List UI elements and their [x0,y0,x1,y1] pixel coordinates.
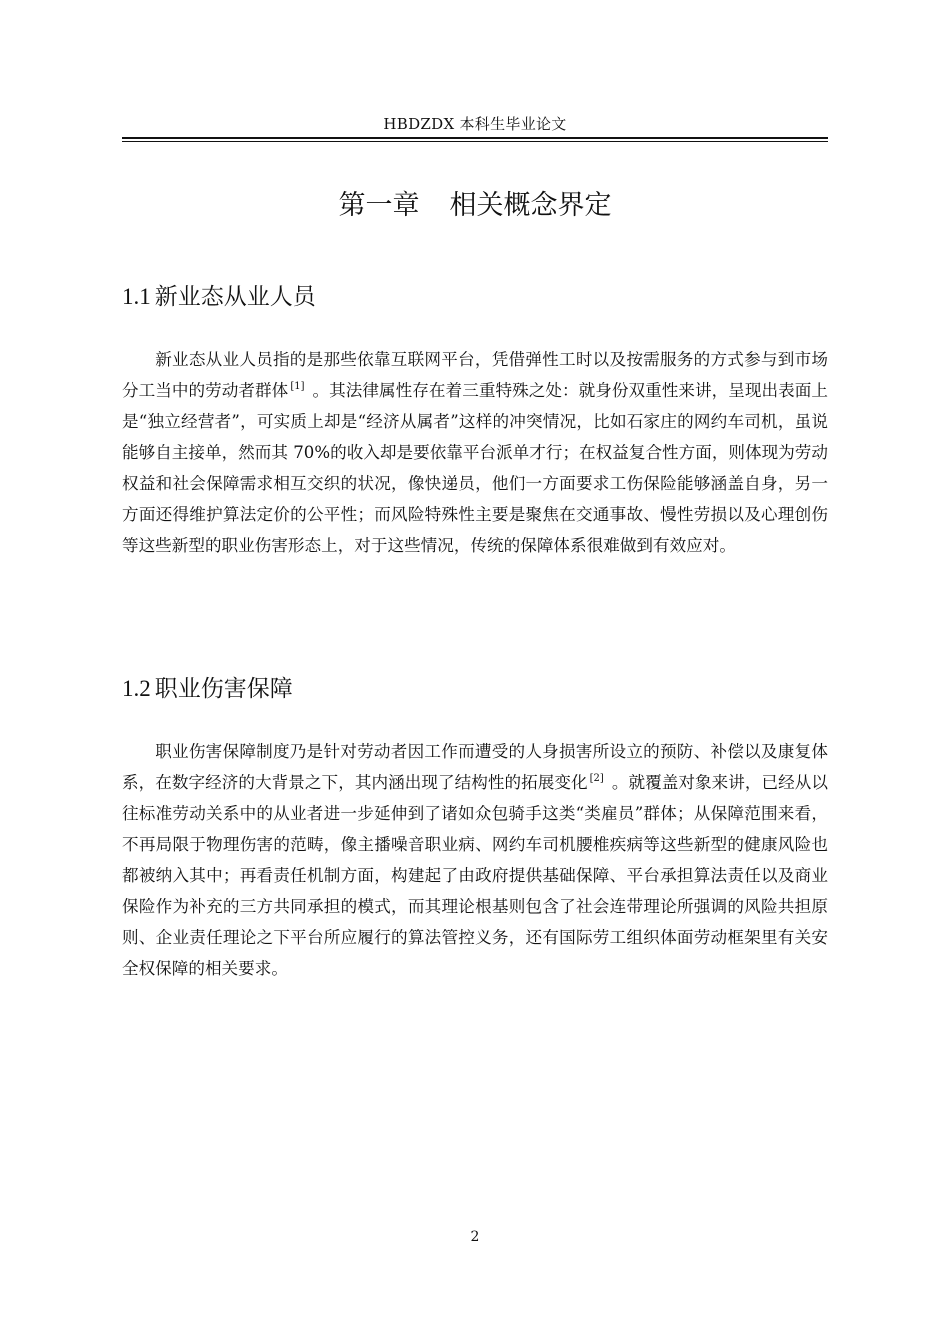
section-title: 新业态从业人员 [154,284,316,310]
paragraph-text: 新业态从业人员指的是那些依靠互联网平台，凭借弹性工时以及按需服务的方式参与到市场分工当中的劳动者群体 [122,350,828,400]
section-heading-1-1 [122,280,828,314]
citation-ref-1[interactable]: [1] [290,381,305,393]
section-number: 1.1 [122,284,151,309]
section-1-1-paragraph [122,344,828,561]
running-header: HBDZDX 本科生毕业论文 [383,115,567,133]
section-1-2-paragraph [122,736,828,984]
chapter-title [122,186,828,226]
chapter-number-label: 第一章 [338,190,420,221]
paragraph-text-continued: 。就覆盖对象来讲，已经从以往标准劳动关系中的从业者进一步延伸到了诸如众包骑手这类“类雇员”群体；从保障范围来看，不再局限于物理伤害的范畴，像主播噪音职业病、网约车司机腰椎疾病等这些新型的健康风险也都被纳入其中；再看责任机制方面，构建起了由政府提供基础保障、平台承担算法责任以及商业保险作为补充的三方共同承担的模式，而其理论根基则包含了社会连带理论所强调的风险共担原则、企业责任理论之下平台所应履行的算法管控义务，还有国际劳工组织体面劳动框架里有关安全权保障的相关要求。 [122,773,829,978]
page-number: 2 [470,1229,480,1245]
header-rule-thin [122,141,828,142]
header-rule [122,137,828,139]
paragraph-text-continued: 。其法律属性存在着三重特殊之处：就身份双重性来讲，呈现出表面上是“独立经营者”，可实质上却是“经济从属者”这样的冲突情况，比如石家庄的网约车司机，虽说能够自主接单，然而其 70%的收入却是要依靠平台派单才行；在权益复合性方面，则体现为劳动权益和社会保障需求相互交织的状况，像快递员，他们一方面要求工伤保险能够涵盖自身，另一方面还得维护算法定价的公平性；而风险特殊性主要是聚焦在交通事故、慢性劳损以及心理创伤等这些新型的职业伤害形态上，对于这些情况，传统的保障体系很难做到有效应对。 [122,381,829,555]
section-heading-1-2 [122,672,828,706]
chapter-title-text: 相关概念界定 [449,190,612,221]
section-title: 职业伤害保障 [154,676,293,702]
section-number: 1.2 [122,676,151,701]
paragraph-text: 职业伤害保障制度乃是针对劳动者因工作而遭受的人身损害所设立的预防、补偿以及康复体系，在数字经济的大背景之下，其内涵出现了结构性的拓展变化 [122,742,828,792]
citation-ref-2[interactable]: [2] [589,773,604,785]
